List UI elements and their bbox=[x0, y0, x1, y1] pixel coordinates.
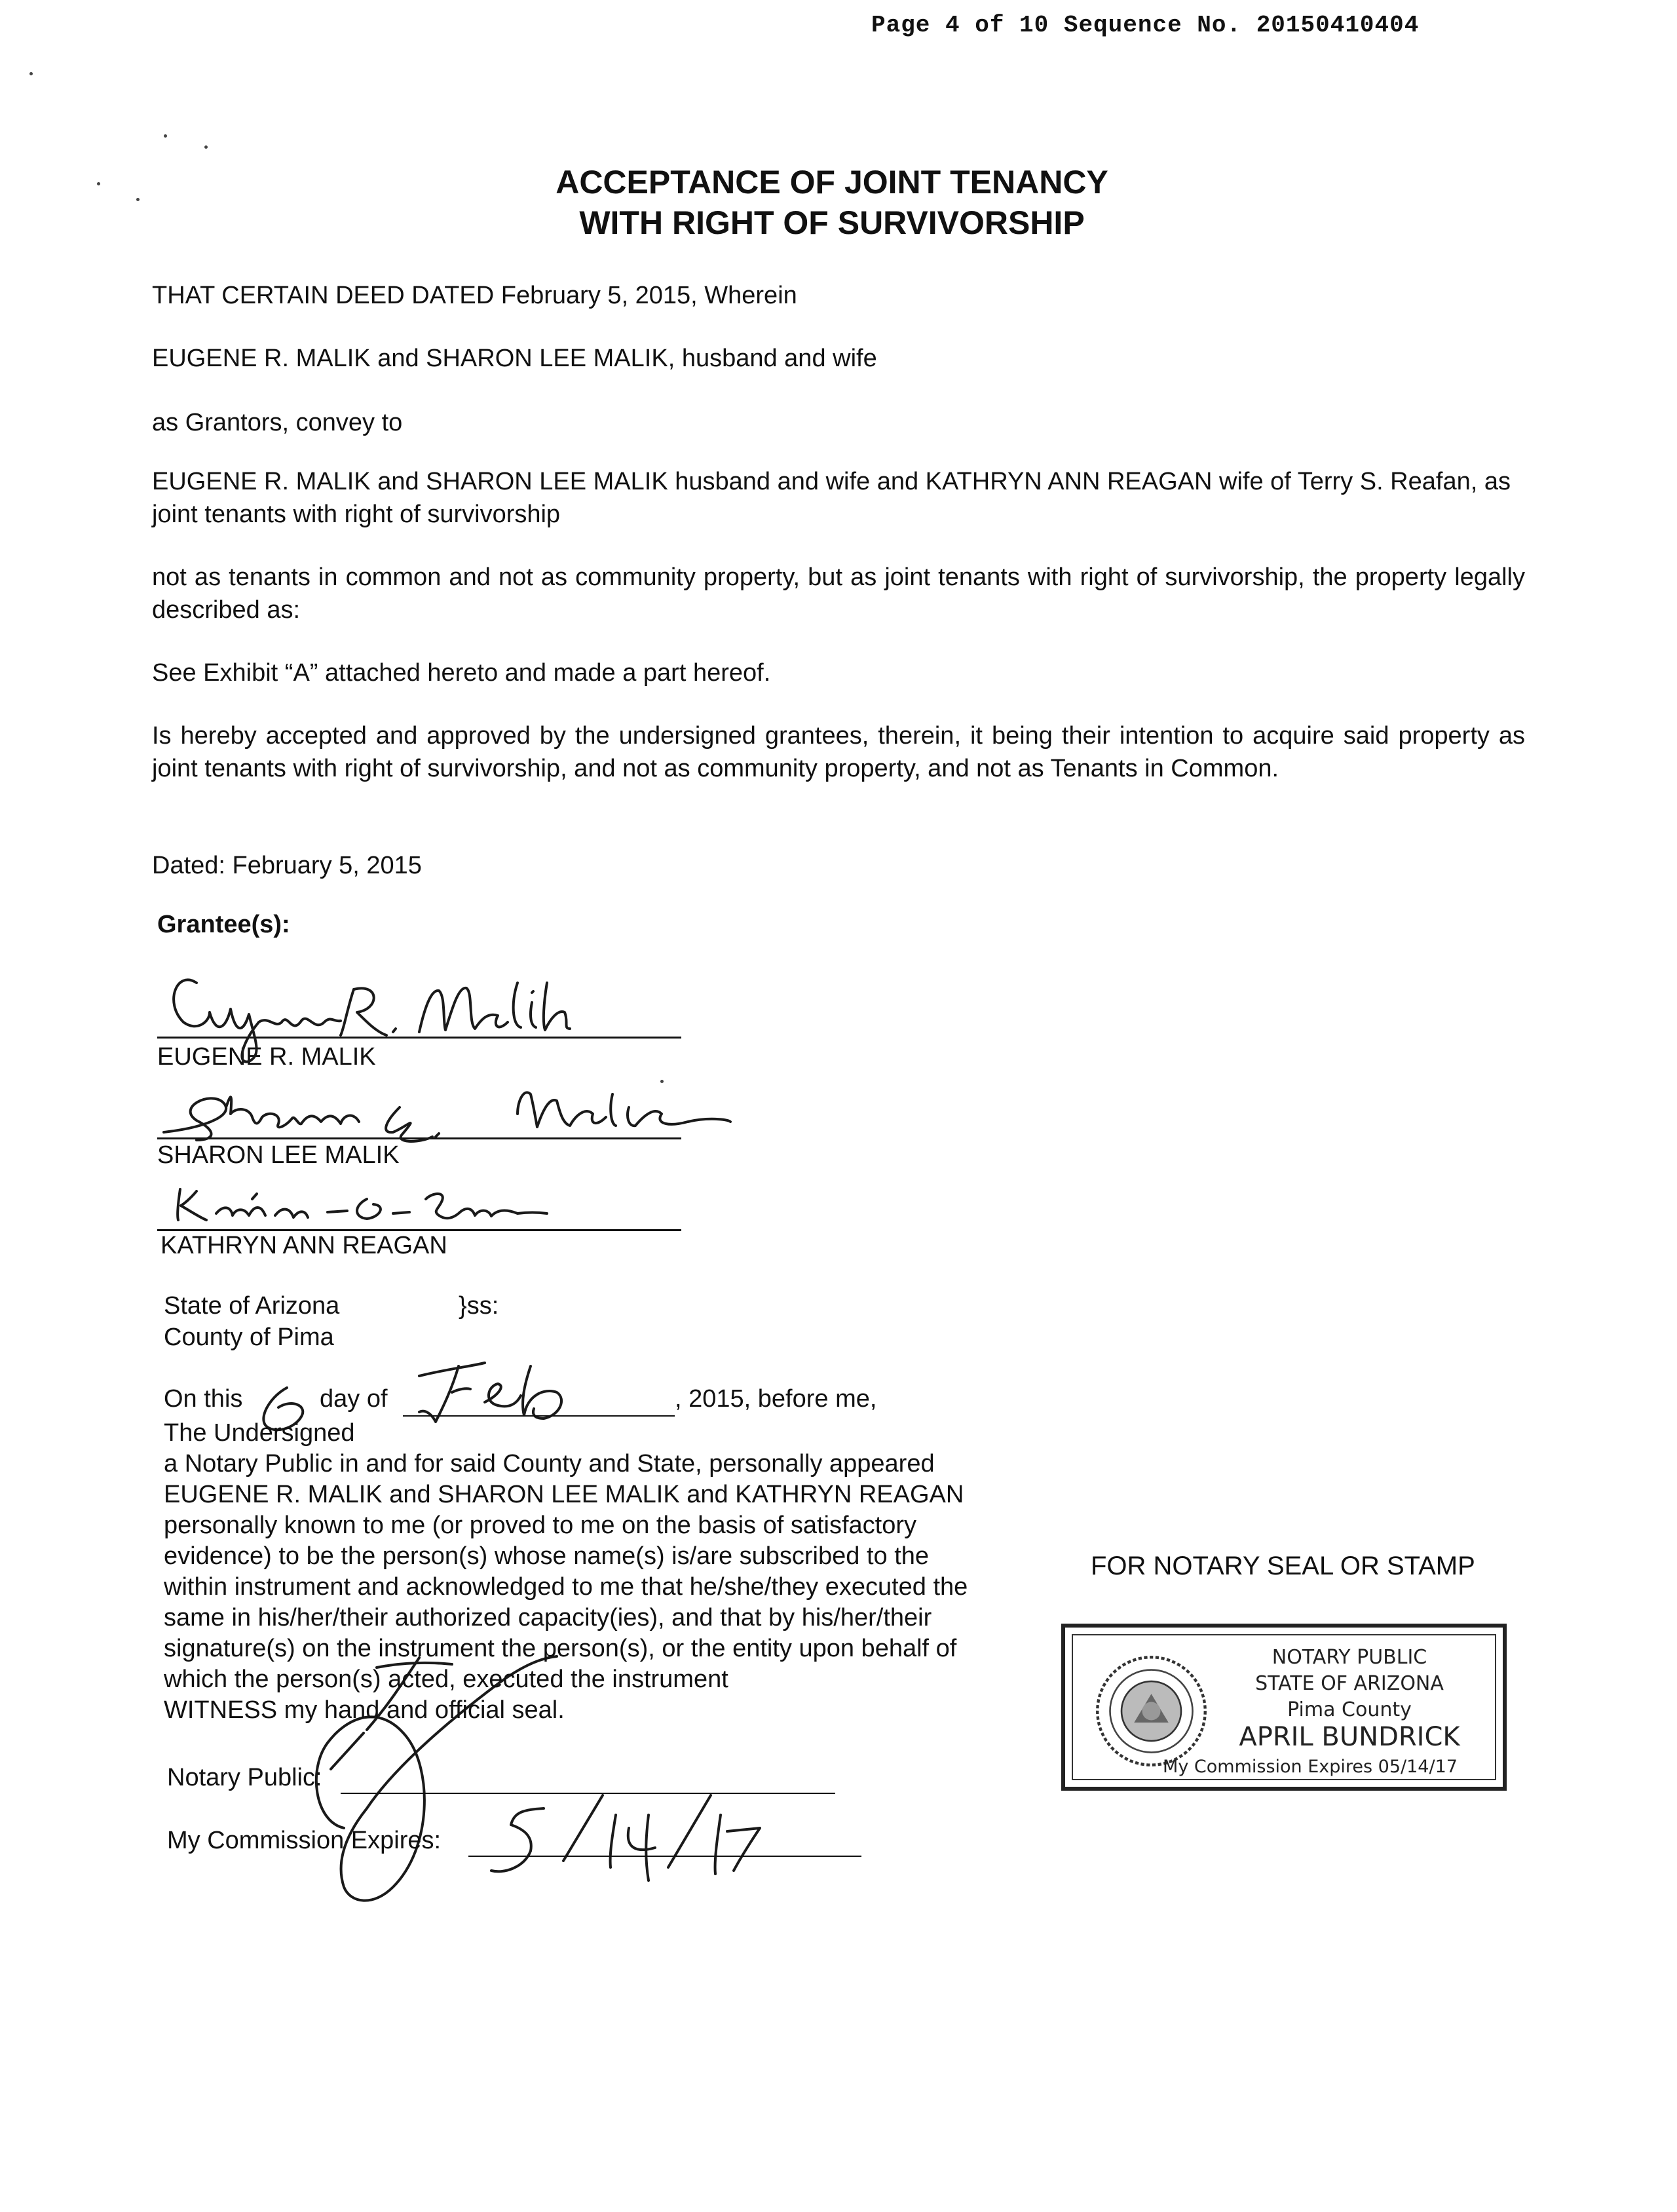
stamp-line-notary-public: NOTARY PUBLIC bbox=[1272, 1646, 1427, 1669]
exhibit-paragraph: See Exhibit “A” attached hereto and made a part hereof. bbox=[152, 659, 771, 687]
notary-on-this: On this bbox=[164, 1385, 243, 1413]
dated-line: Dated: February 5, 2015 bbox=[152, 852, 422, 879]
notary-body-line: EUGENE R. MALIK and SHARON LEE MALIK and KATHRYN REAGAN bbox=[164, 1481, 964, 1508]
notary-public-line bbox=[341, 1793, 835, 1794]
notary-body-line: same in his/her/their authorized capacity(ies), and that by his/her/their bbox=[164, 1604, 932, 1631]
notary-undersigned: The Undersigned bbox=[164, 1419, 355, 1447]
grantees-paragraph: EUGENE R. MALIK and SHARON LEE MALIK husband and wife and KATHRYN ANN REAGAN wife of Terry S. Reafan, as joint tenants with right of survivorship bbox=[152, 468, 1511, 528]
grantee-name-kathryn: KATHRYN ANN REAGAN bbox=[160, 1232, 447, 1259]
month-line bbox=[403, 1415, 675, 1417]
deed-date-paragraph: THAT CERTAIN DEED DATED February 5, 2015, Wherein bbox=[152, 282, 797, 309]
notary-public-label: Notary Public: bbox=[167, 1764, 322, 1791]
stamp-line-state: STATE OF ARIZONA bbox=[1255, 1672, 1444, 1695]
notary-body-line: signature(s) on the instrument the person(s), or the entity upon behalf of bbox=[164, 1635, 957, 1662]
stamp-line-expires: My Commission Expires 05/14/17 bbox=[1163, 1757, 1458, 1777]
scan-speck bbox=[29, 72, 33, 75]
notary-stamp bbox=[1061, 1624, 1507, 1791]
document-title-line1: ACCEPTANCE OF JOINT TENANCY bbox=[556, 164, 1108, 200]
notary-ss: }ss: bbox=[459, 1292, 499, 1320]
convey-paragraph: as Grantors, convey to bbox=[152, 409, 403, 436]
signature-sharon bbox=[164, 1092, 730, 1141]
signature-line bbox=[157, 1137, 681, 1139]
notary-commission-line bbox=[468, 1856, 861, 1857]
notary-body-line: personally known to me (or proved to me on the basis of satisfactory bbox=[164, 1512, 916, 1539]
notary-witness-line: WITNESS my hand and official seal. bbox=[164, 1696, 565, 1724]
notary-commission-label: My Commission Expires: bbox=[167, 1827, 442, 1854]
signature-line bbox=[157, 1037, 681, 1039]
stamp-line-name: APRIL BUNDRICK bbox=[1239, 1722, 1460, 1752]
grantees-heading: Grantee(s): bbox=[157, 911, 290, 938]
page-sequence-header: Page 4 of 10 Sequence No. 20150410404 bbox=[871, 12, 1420, 39]
notary-stamp-label: FOR NOTARY SEAL OR STAMP bbox=[1091, 1552, 1475, 1580]
scan-speck bbox=[204, 145, 208, 149]
scan-speck bbox=[660, 1080, 664, 1083]
notary-seal-icon bbox=[1094, 1654, 1209, 1768]
grantee-name-sharon: SHARON LEE MALIK bbox=[157, 1141, 400, 1169]
document-title-line2: WITH RIGHT OF SURVIVORSHIP bbox=[579, 204, 1085, 241]
notary-body-line: evidence) to be the person(s) whose name(s) is/are subscribed to the bbox=[164, 1542, 930, 1570]
stamp-line-county: Pima County bbox=[1287, 1698, 1412, 1721]
grantors-paragraph: EUGENE R. MALIK and SHARON LEE MALIK, husband and wife bbox=[152, 345, 877, 372]
notary-body-line: a Notary Public in and for said County and State, personally appeared bbox=[164, 1450, 935, 1478]
notary-body-line: within instrument and acknowledged to me that he/she/they executed the bbox=[164, 1573, 968, 1601]
signature-line bbox=[157, 1229, 681, 1231]
notary-day-of: day of bbox=[320, 1385, 388, 1413]
handwritten-month-feb bbox=[419, 1363, 561, 1422]
notary-stamp-inner-border bbox=[1072, 1634, 1496, 1780]
grantee-name-eugene: EUGENE R. MALIK bbox=[157, 1043, 376, 1071]
handwritten-expiry bbox=[491, 1795, 760, 1880]
notary-year-before: , 2015, before me, bbox=[675, 1385, 877, 1413]
notary-body-line: which the person(s) acted, executed the instrument bbox=[164, 1666, 728, 1693]
acceptance-paragraph: Is hereby accepted and approved by the undersigned grantees, therein, it being their intention to acquire said property as joint tenants with right of survivorship, and not as community property, and not as Tenants in Common. bbox=[152, 722, 1525, 782]
tenancy-paragraph: not as tenants in common and not as community property, but as joint tenants with right of survivorship, the property legally described as: bbox=[152, 563, 1525, 624]
notary-county: County of Pima bbox=[164, 1324, 334, 1351]
notary-state: State of Arizona bbox=[164, 1292, 340, 1320]
signature-kathryn bbox=[178, 1189, 547, 1220]
scan-speck bbox=[164, 134, 167, 138]
